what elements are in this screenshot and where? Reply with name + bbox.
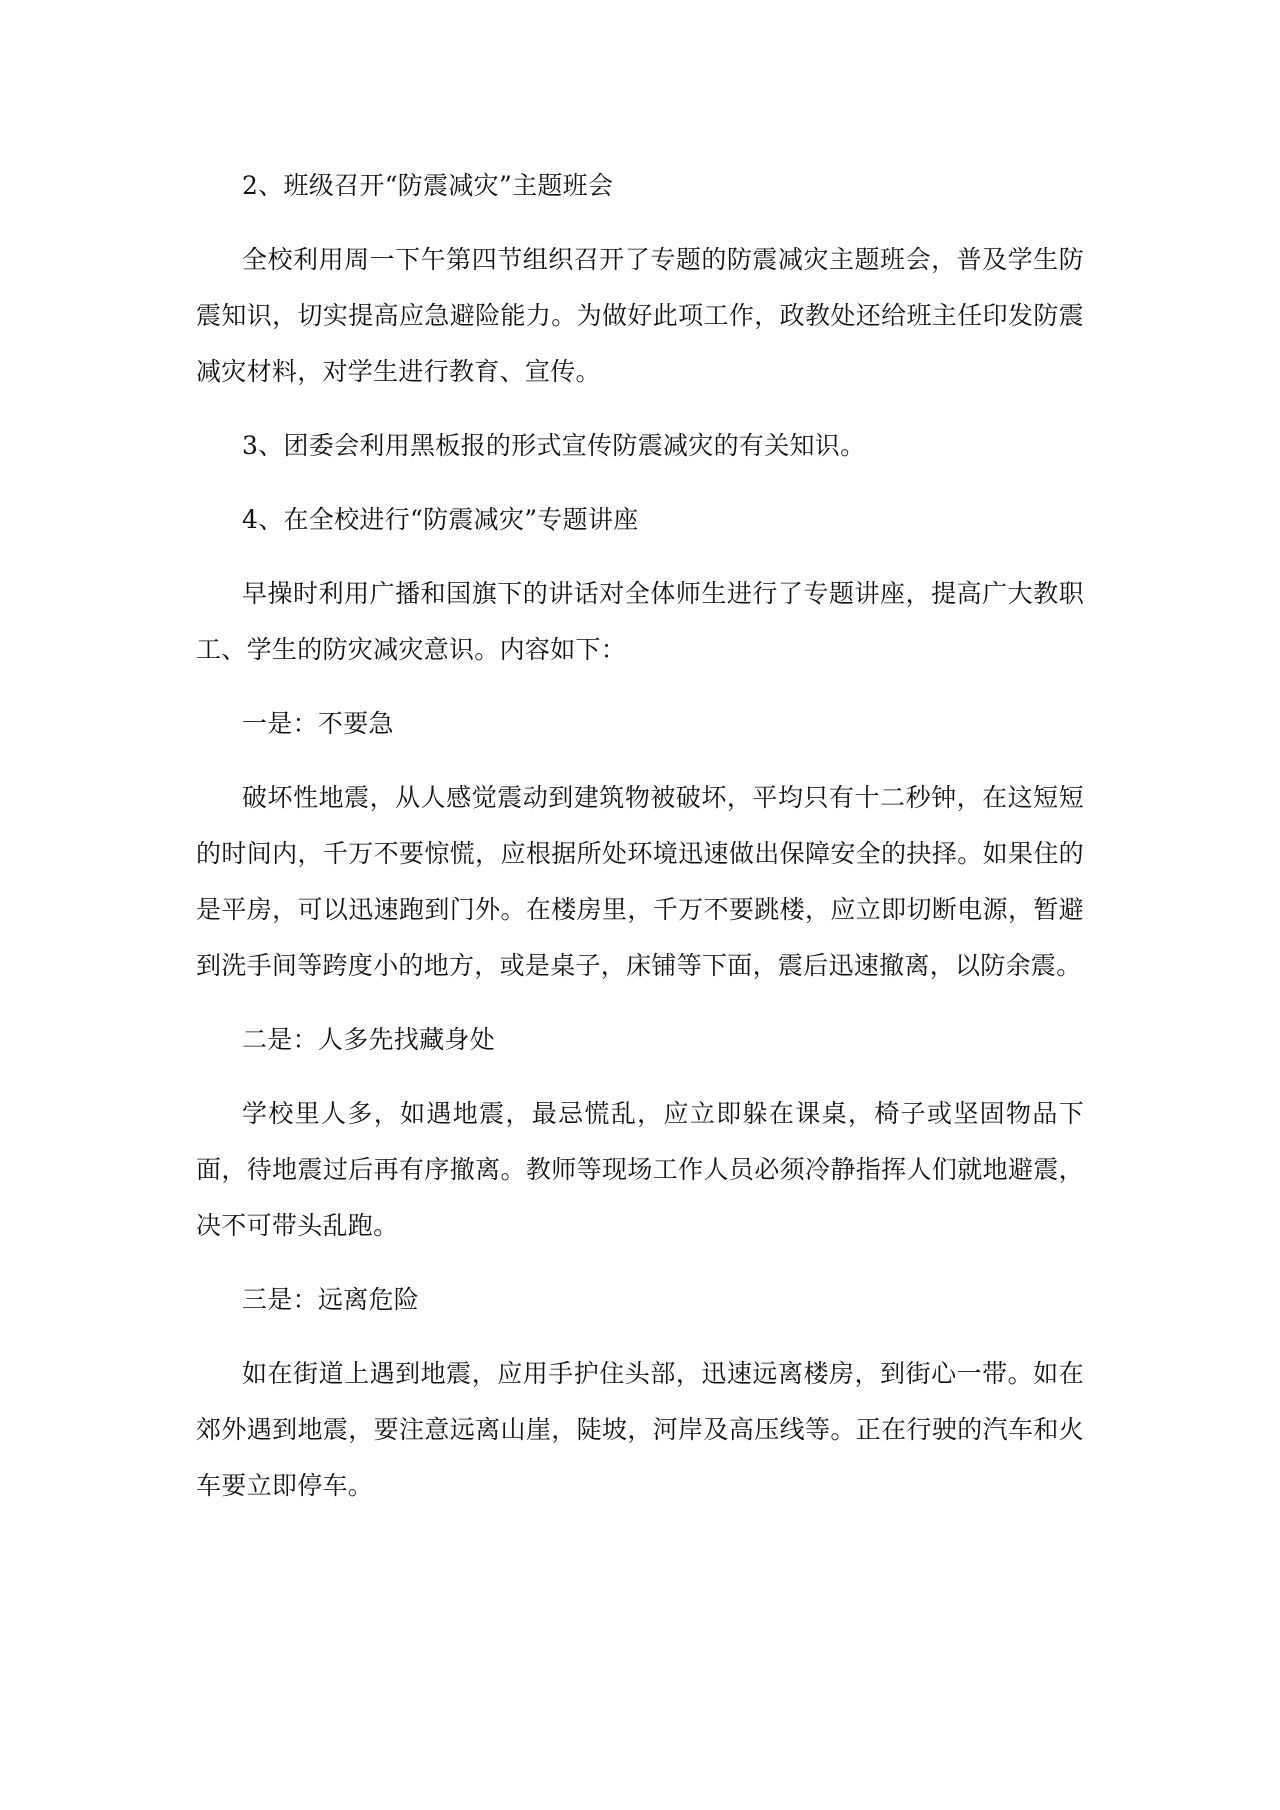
paragraph-class-meeting: 全校利用周一下午第四节组织召开了专题的防震减灾主题班会，普及学生防震知识，切实提高应急避险能力。为做好此项工作，政教处还给班主任印发防震减灾材料，对学生进行教育、宣传。 xyxy=(196,245,1084,386)
point-heading-three: 三是：远离危险 xyxy=(242,1285,420,1314)
section-heading-blackboard: 3、团委会利用黑板报的形式宣传防震减灾的有关知识。 xyxy=(242,431,866,460)
point-heading-two: 二是：人多先找藏身处 xyxy=(242,1025,496,1054)
document-body xyxy=(196,158,1084,1514)
paragraph-point-one: 破坏性地震，从人感觉震动到建筑物被破坏，平均只有十二秒钟，在这短短的时间内，千万不要惊慌，应根据所处环境迅速做出保障安全的抉择。如果住的是平房，可以迅速跑到门外。在楼房里，千万不要跳楼，应立即切断电源，暂避到洗手间等跨度小的地方，或是桌子，床铺等下面，震后迅速撤离，以防余震。 xyxy=(196,783,1084,980)
section-heading-class-meeting: 2、班级召开“防震减灾”主题班会 xyxy=(242,171,614,200)
section-heading-lecture: 4、在全校进行“防震减灾”专题讲座 xyxy=(242,505,639,534)
paragraph-point-three: 如在街道上遇到地震，应用手护住头部，迅速远离楼房，到街心一带。如在郊外遇到地震，要注意远离山崖，陡坡，河岸及高压线等。正在行驶的汽车和火车要立即停车。 xyxy=(196,1359,1084,1500)
paragraph-point-two: 学校里人多，如遇地震，最忌慌乱，应立即躲在课桌，椅子或坚固物品下面，待地震过后再有序撤离。教师等现场工作人员必须冷静指挥人们就地避震，决不可带头乱跑。 xyxy=(196,1099,1084,1240)
point-heading-one: 一是：不要急 xyxy=(242,709,394,738)
paragraph-lecture: 早操时利用广播和国旗下的讲话对全体师生进行了专题讲座，提高广大教职工、学生的防灾减灾意识。内容如下： xyxy=(196,579,1084,664)
